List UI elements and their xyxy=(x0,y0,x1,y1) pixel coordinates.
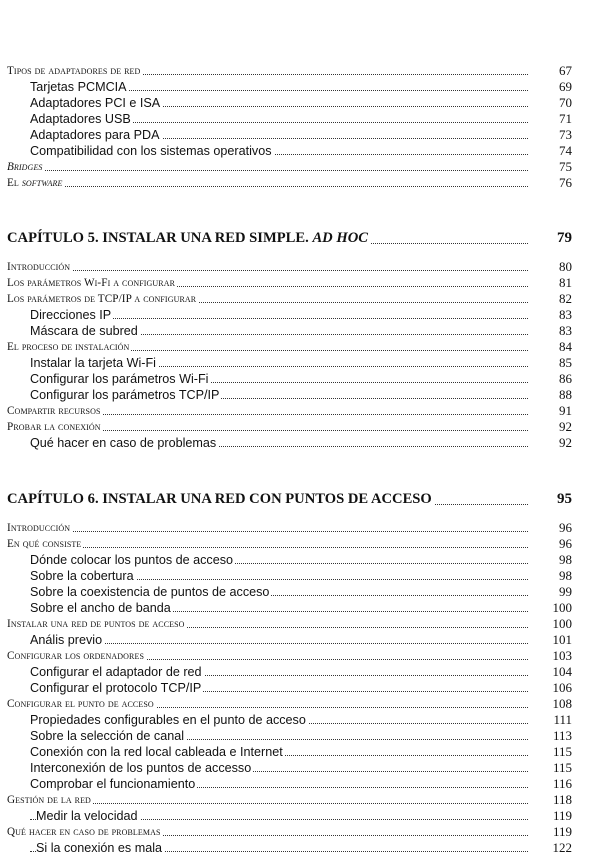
page-number: 82 xyxy=(559,291,572,306)
page-number: 92 xyxy=(559,419,572,434)
toc-entry-label: Máscara de subred xyxy=(30,324,138,338)
toc-entry-label: Anális previo xyxy=(30,633,103,647)
toc-entry xyxy=(0,761,600,775)
toc-entry xyxy=(0,276,600,290)
chapter-title-emphasis: AD HOC xyxy=(312,230,368,246)
toc-entry xyxy=(0,713,600,727)
toc-entry xyxy=(0,372,600,386)
toc-entry-label: Configurar los parámetros Wi-Fi xyxy=(30,372,209,386)
toc-entry xyxy=(0,308,600,322)
page-number: 115 xyxy=(552,744,572,759)
toc-entry-label: Compartir recursos xyxy=(7,405,101,417)
toc-entry-label: Configurar los ordenadores xyxy=(7,650,144,662)
page-number: 80 xyxy=(559,259,572,274)
page-number: 83 xyxy=(559,323,572,338)
toc-entry xyxy=(0,160,600,174)
page-number: 101 xyxy=(552,632,572,647)
page-number: 84 xyxy=(559,339,572,354)
page-number: 104 xyxy=(552,664,572,679)
page-number: 98 xyxy=(559,568,572,583)
toc-entry xyxy=(0,340,600,354)
toc-entry xyxy=(0,649,600,663)
page-number: 111 xyxy=(553,712,572,727)
toc-entry xyxy=(0,777,600,791)
toc-entry-label: Tarjetas PCMCIA xyxy=(30,80,127,94)
toc-entry-label: Probar la conexión xyxy=(7,421,101,433)
toc-entry-label: Instalar una red de puntos de acceso xyxy=(7,618,185,630)
dot-leader xyxy=(7,170,528,171)
toc-entry-label: Comprobar el funcionamiento xyxy=(30,777,196,791)
page-number: 96 xyxy=(559,536,572,551)
page-number: 116 xyxy=(552,776,572,791)
toc-entry-label: Tipos de adaptadores de red xyxy=(7,65,141,77)
toc-entry xyxy=(0,420,600,434)
toc-entry xyxy=(0,729,600,743)
page-number: 85 xyxy=(559,355,572,370)
toc-entry xyxy=(0,260,600,274)
toc-entry-label: Compatibilidad con los sistemas operativos xyxy=(30,144,272,158)
toc-entry-label: Conexión con la red local cableada e Internet xyxy=(30,745,283,759)
toc-entry-label: Medir la velocidad xyxy=(36,809,138,823)
toc-entry-label: El software xyxy=(7,177,63,189)
toc-entry xyxy=(0,809,600,823)
dot-leader xyxy=(7,547,528,548)
page-number: 98 xyxy=(559,552,572,567)
page-number: 95 xyxy=(557,491,572,507)
chapter-heading xyxy=(0,229,600,247)
toc-entry-label: Bridges xyxy=(7,161,43,173)
toc-entry xyxy=(0,537,600,551)
page-number: 108 xyxy=(552,696,572,711)
toc-entry-label: Los parámetros de TCP/IP a configurar xyxy=(7,293,197,305)
toc-entry xyxy=(0,436,600,450)
toc-entry-emphasis: software xyxy=(21,177,63,189)
page-number: 88 xyxy=(559,387,572,402)
page-number: 113 xyxy=(552,728,572,743)
toc-entry-label: Instalar la tarjeta Wi-Fi xyxy=(30,356,156,370)
toc-entry xyxy=(0,64,600,78)
toc-entry-label: Adaptadores USB xyxy=(30,112,131,126)
toc-entry xyxy=(0,176,600,190)
dot-leader xyxy=(7,531,528,532)
toc-entry-label: Adaptadores PCI e ISA xyxy=(30,96,161,110)
page-number: 83 xyxy=(559,307,572,322)
chapter-heading xyxy=(0,490,600,508)
page-number: 79 xyxy=(557,230,572,246)
toc-entry-label: Sobre la cobertura xyxy=(30,569,134,583)
chapter-title: CAPÍTULO 5. INSTALAR UNA RED SIMPLE. AD HOC xyxy=(7,230,368,246)
page-number: 86 xyxy=(559,371,572,386)
toc-entry-label: Propiedades configurables en el punto de acceso xyxy=(30,713,306,727)
toc-entry-label: Dónde colocar los puntos de acceso xyxy=(30,553,234,567)
toc-entry-label: Si la conexión es mala xyxy=(36,841,163,855)
page-number: 74 xyxy=(559,143,572,158)
page-number: 100 xyxy=(552,616,572,631)
dot-leader xyxy=(7,270,528,271)
toc-entry xyxy=(0,601,600,615)
toc-entry xyxy=(0,617,600,631)
page-number: 99 xyxy=(559,584,572,599)
toc-entry xyxy=(0,569,600,583)
toc-entry-label: Direcciones IP xyxy=(30,308,112,322)
page-number: 118 xyxy=(552,792,572,807)
page-number: 92 xyxy=(559,435,572,450)
toc-entry-label: Gestión de la red xyxy=(7,794,91,806)
toc-entry-label: Sobre la selección de canal xyxy=(30,729,185,743)
toc-entry xyxy=(0,404,600,418)
page-number: 91 xyxy=(559,403,572,418)
toc-entry xyxy=(0,681,600,695)
page-number: 76 xyxy=(559,175,572,190)
toc-entry xyxy=(0,292,600,306)
toc-entry-label: Qué hacer en caso de problemas xyxy=(7,826,161,838)
toc-entry-label: Qué hacer en caso de problemas xyxy=(30,436,217,450)
toc-entry xyxy=(0,553,600,567)
page-number: 67 xyxy=(559,63,572,78)
toc-entry xyxy=(0,356,600,370)
toc-entry xyxy=(0,585,600,599)
page-number: 122 xyxy=(552,840,572,855)
toc-entry xyxy=(0,793,600,807)
toc-entry xyxy=(0,665,600,679)
page-number: 106 xyxy=(552,680,572,695)
toc-entry-label: Configurar el punto de acceso xyxy=(7,698,154,710)
toc-entry xyxy=(0,144,600,158)
toc-entry-label: Configurar el adaptador de red xyxy=(30,665,202,679)
toc-entry xyxy=(0,521,600,535)
toc-entry xyxy=(0,825,600,839)
toc-entry xyxy=(0,80,600,94)
toc-entry xyxy=(0,633,600,647)
page-number: 71 xyxy=(559,111,572,126)
page-number: 119 xyxy=(552,824,572,839)
toc-entry-label: Sobre la coexistencia de puntos de acceso xyxy=(30,585,270,599)
page-number: 69 xyxy=(559,79,572,94)
page-number: 70 xyxy=(559,95,572,110)
toc-entry xyxy=(0,697,600,711)
toc-entry-label: Sobre el ancho de banda xyxy=(30,601,171,615)
page-number: 81 xyxy=(559,275,572,290)
page-number: 119 xyxy=(552,808,572,823)
page-number: 115 xyxy=(552,760,572,775)
toc-entry-label: El proceso de instalación xyxy=(7,341,130,353)
page-number: 75 xyxy=(559,159,572,174)
toc-entry-label: En qué consiste xyxy=(7,538,82,550)
toc-entry-label: Introducción xyxy=(7,522,71,534)
page-number: 96 xyxy=(559,520,572,535)
page-number: 100 xyxy=(552,600,572,615)
page-number: 73 xyxy=(559,127,572,142)
page-number: 103 xyxy=(552,648,572,663)
toc-entry xyxy=(0,96,600,110)
dot-leader xyxy=(7,186,528,187)
dot-leader xyxy=(30,643,528,644)
toc-entry xyxy=(0,841,600,855)
chapter-title: CAPÍTULO 6. INSTALAR UNA RED CON PUNTOS DE ACCESO xyxy=(7,491,432,507)
toc-entry-label: Configurar el protocolo TCP/IP xyxy=(30,681,202,695)
toc-entry xyxy=(0,128,600,142)
toc-entry-label: Adaptadores para PDA xyxy=(30,128,160,142)
toc-entry-label: Introducción xyxy=(7,261,71,273)
toc-entry xyxy=(0,388,600,402)
toc-entry xyxy=(0,745,600,759)
toc-entry xyxy=(0,112,600,126)
toc-entry xyxy=(0,324,600,338)
toc-entry-label: Los parámetros Wi-Fi a configurar xyxy=(7,277,176,289)
toc-entry-label: Interconexión de los puntos de accesso xyxy=(30,761,252,775)
toc-entry-label: Configurar los parámetros TCP/IP xyxy=(30,388,220,402)
